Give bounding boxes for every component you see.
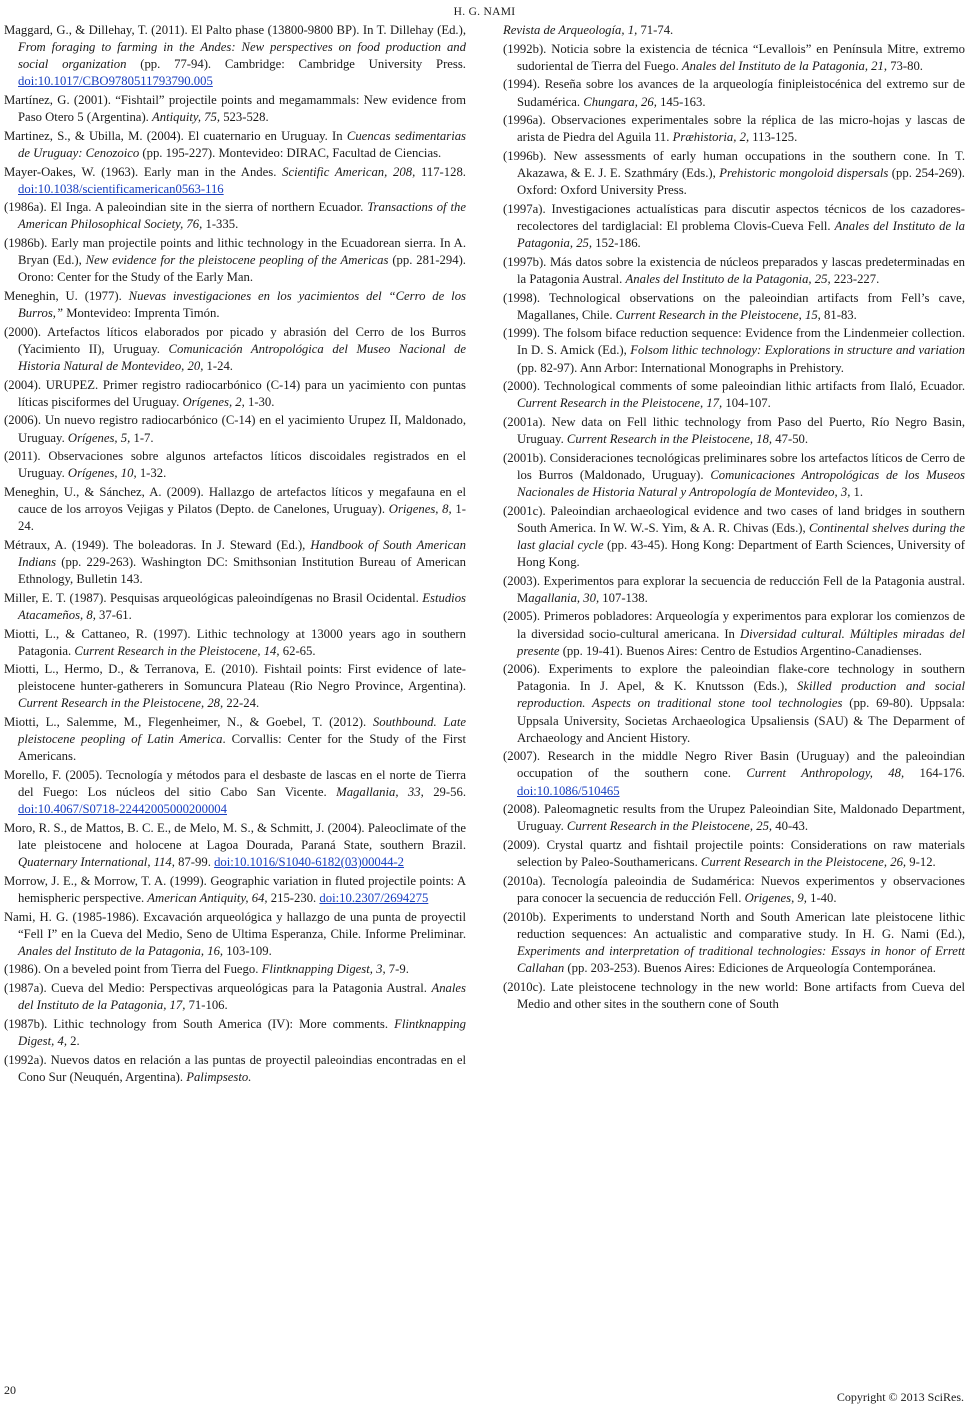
reference-pages: 7-9. <box>385 962 409 977</box>
reference-text: Morello, F. (2005). Tecnología y métodos para el desbaste de lascas en el norte de Tierra del Fuego: Los núcleos del sitio Cabo San Vicente. <box>4 768 466 800</box>
doi-link[interactable]: doi:10.1038/scientificamerican0563-116 <box>18 181 224 196</box>
reference-source-title: Flintknapping Digest, 3, <box>261 962 386 977</box>
reference-text: (1987a). Cueva del Medio: Perspectivas arqueológicas para la Patagonia Austral. <box>4 981 432 996</box>
reference-text: (2009). Crystal quartz and fishtail projectile points: Considerations on raw materials selection by Paleo-Southamericans. <box>503 838 965 870</box>
reference-text: (2007). Research in the middle Negro River Basin (Uruguay) and the paleoindian occupation of the southern cone. <box>503 749 965 781</box>
reference-text: Mayer-Oakes, W. (1963). Early man in the Andes. <box>4 164 283 179</box>
reference-pages: 22-24. <box>223 696 260 711</box>
reference-text: Martínez, G. (2001). “Fishtail” projectile points and megamammals: New evidence from Paso Otero 5 (Argentina). <box>4 92 466 125</box>
reference-entry <box>503 801 965 835</box>
reference-pages: 113-125. <box>749 130 798 145</box>
reference-pages: . Corvallis: Center for the Study of the First Americans. <box>18 732 466 764</box>
reference-pages: 145-163. <box>656 94 706 109</box>
reference-pages: 523-528. <box>220 110 269 125</box>
reference-source-title: agallania, 30, <box>528 590 600 605</box>
reference-pages: 1-24. <box>203 358 233 373</box>
reference-pages: 1. <box>850 484 864 499</box>
reference-text: (2005). Primeros pobladores: Arqueología y experimentos para explorar los comienzos de la diversidad socio-cultural americana. In <box>503 609 965 641</box>
reference-entry <box>503 378 965 412</box>
reference-source-title: Anales del Instituto de la Patagonia, 21, <box>681 58 888 73</box>
doi-link[interactable]: doi:10.4067/S0718-22442005000200004 <box>18 802 227 817</box>
reference-source-title: New evidence for the pleistocene peopling of the Americas <box>85 253 389 268</box>
reference-source-title: Southbound. Late pleistocene peopling of Latin America <box>18 715 466 747</box>
reference-entry <box>4 873 466 907</box>
reference-text: (1986). On a beveled point from Tierra del Fuego. <box>4 962 262 977</box>
reference-source-title: Præhistoria, 2, <box>672 130 750 145</box>
reference-pages: (pp. 69-80). Uppsala: Uppsala University, Societas Archaeologica Upsaliensis (SAU) & The Deparment of Archaeology and Ancient History. <box>517 696 965 745</box>
reference-text: Nami, H. G. (1985-1986). Excavación arqueológica y hallazgo de una punta de proyectil “Fell I” en la Cueva del Medio, Seno de Ultima Esperanza, Chile. Informe Preliminar. <box>4 909 466 941</box>
reference-pages: 1-7. <box>130 430 154 445</box>
doi-link[interactable]: doi:10.2307/2694275 <box>319 890 429 905</box>
reference-source-title: Orígenes, 10, <box>67 466 137 481</box>
reference-source-title: Magallania, 33, <box>336 785 424 800</box>
reference-entry <box>503 748 965 799</box>
reference-text: (2000). Technological comments of some paleoindian lithic artifacts from Ilaló, Ecuador. <box>503 379 965 394</box>
reference-entry <box>4 661 466 712</box>
reference-text: Miotti, L., Hermo, D., & Terranova, E. (2010). Fishtail points: First evidence of late-pleistocene hunter-gatherers in Somuncura Plateau (Rio Negro Province, Argentina). <box>4 662 466 694</box>
reference-pages: 215-230. <box>267 890 320 905</box>
reference-source-title: Skilled production and social reproduction. Aspects on traditional stone tool technologies <box>517 679 965 711</box>
reference-pages: 104-107. <box>722 396 771 411</box>
reference-text: (2001c). Paleoindian archaeological evidence and two cases of land bridges in southern South America. In W. W.-S. Yim, & A. R. Chivas (Eds.), <box>503 503 965 535</box>
reference-text: (1992b). Noticia sobre la existencia de técnica “Levallois” en Península Mitre, extremo sudoriental de Tierra del Fuego. <box>503 41 965 73</box>
reference-pages: (pp. 82-97). Ann Arbor: International Monographs in Prehistory. <box>517 360 844 375</box>
reference-source-title: Anales del Instituto de la Patagonia, 25, <box>625 271 831 286</box>
reference-text: (1996a). Observaciones experimentales sobre la réplica de las micro-hojas y lascas de arista de Piedra del Aguila 11. <box>503 113 965 145</box>
reference-entry <box>4 961 466 978</box>
reference-text: (1999). The folsom biface reduction sequence: Evidence from the Lindenmeier collection. In D. S. Amick (Ed.), <box>503 326 965 358</box>
reference-pages: (pp. 254-269). Oxford: Oxford University Press. <box>517 166 965 198</box>
reference-entry <box>503 112 965 146</box>
reference-source-title: Current Research in the Pleistocene, 15, <box>615 307 821 322</box>
reference-pages: (pp. 281-294). Orono: Center for the Study of the Early Man. <box>18 253 466 285</box>
reference-source-title: Prehistoric mongoloid dispersals <box>719 166 889 181</box>
reference-entry <box>503 325 965 376</box>
reference-source-title: Current Research in the Pleistocene, 18, <box>566 432 773 447</box>
reference-text: (1992a). Nuevos datos en relación a las puntas de proyectil paleoindias encontradas en el Cono Sur (Neuquén, Argentina). <box>4 1052 466 1084</box>
reference-source-title: Scientific American, 208, <box>282 164 416 179</box>
reference-pages: 107-138. <box>599 590 648 605</box>
reference-source-title: Anales del Instituto de la Patagonia, 25, <box>517 219 965 251</box>
reference-entry <box>4 484 466 535</box>
reference-source-title: Chungara, 26, <box>583 94 657 109</box>
reference-pages: 1-335. <box>202 217 239 232</box>
reference-entry <box>503 661 965 746</box>
reference-text: Miller, E. T. (1987). Pesquisas arqueológicas paleoindígenas no Brasil Ocidental. <box>4 590 423 605</box>
reference-text: Moro, R. S., de Mattos, B. C. E., de Melo, M. S., & Schmitt, J. (2004). Paleoclimate of the late pleistocene and holocene at Lagoa Dourada, Paraná State, southern Brazil. <box>4 820 466 852</box>
reference-pages: 103-109. <box>223 943 272 958</box>
reference-text: (1987b). Lithic technology from South America (IV): More comments. <box>4 1016 395 1031</box>
reference-text: (1986b). Early man projectile points and lithic technology in the Ecuadorean sierra. In A. Bryan (Ed.), <box>4 236 466 268</box>
doi-link[interactable]: doi:10.1016/S1040-6182(03)00044-2 <box>214 855 405 870</box>
reference-entry <box>4 909 466 960</box>
reference-source-title: Origenes, 8, <box>388 502 452 517</box>
reference-text: (2001a). New data on Fell lithic technology from Paso del Puerto, Río Negro Basin, Uruguay. <box>503 415 965 447</box>
reference-text: (2004). URUPEZ. Primer registro radiocarbónico (C-14) para un yacimiento con puntas líticas pisciformes del Uruguay. <box>4 377 466 409</box>
reference-text: (2011). Observaciones sobre algunos artefactos líticos discoidales registrados en el Uruguay. <box>4 449 466 481</box>
reference-pages: 152-186. <box>592 236 641 251</box>
reference-source-title: Current Research in the Pleistocene, 28, <box>18 696 224 711</box>
copyright-notice: Copyright © 2013 SciRes. <box>836 1390 964 1404</box>
reference-entry <box>4 714 466 765</box>
reference-entry <box>503 41 965 75</box>
reference-text: (2010a). Tecnología paleoindia de Sudamérica: Nuevos experimentos y observaciones para conocer la secuencia de reducción Fell. <box>503 873 965 905</box>
reference-pages: (pp. 229-263). Washington DC: Smithsonian Institution Bureau of American Ethnology, Bulletin 143. <box>18 554 466 587</box>
reference-source-title: Current Anthropology, 48, <box>746 766 905 781</box>
reference-entry <box>4 412 466 446</box>
reference-text: (1994). Reseña sobre los avances de la arqueología finipleistocénica del extremo sur de Sudamérica. <box>503 77 965 109</box>
reference-entry <box>4 164 466 198</box>
reference-source-title: Anales del Instituto de la Patagonia, 16, <box>18 943 224 958</box>
reference-entry <box>503 450 965 501</box>
reference-pages: 1-24. <box>18 502 466 534</box>
reference-source-title: Orígenes, 2, <box>182 394 245 409</box>
reference-pages: 47-50. <box>772 432 809 447</box>
reference-source-title: Nuevas investigaciones en los yacimientos del “Cerro de los Burros,” <box>18 288 466 321</box>
reference-entry <box>4 537 466 588</box>
reference-entry <box>4 1016 466 1050</box>
reference-source-title: Current Research in the Pleistocene, 14, <box>74 643 280 658</box>
reference-text: Meneghin, U., & Sánchez, A. (2009). Hallazgo de artefactos líticos y megafauna en el cauce de los arroyos Vejigas y Pilatos (Depto. de Canelones, Uruguay). <box>4 484 466 517</box>
reference-pages: 81-83. <box>820 307 857 322</box>
reference-source-title: Cuencas sedimentarias de Uruguay: Cenozoico <box>18 128 466 160</box>
reference-pages: 73-80. <box>887 58 923 73</box>
reference-pages: 71-74. <box>637 23 674 37</box>
reference-text: Miotti, L., Salemme, M., Flegenheimer, N., & Goebel, T. (2012). <box>4 715 373 730</box>
reference-text: Métraux, A. (1949). The boleadoras. In J. Steward (Ed.), <box>4 537 311 552</box>
page-number: 20 <box>4 1383 16 1397</box>
reference-entry <box>503 873 965 907</box>
reference-pages: 62-65. <box>279 643 316 658</box>
reference-entry <box>4 128 466 162</box>
reference-entry <box>4 626 466 660</box>
reference-pages: 2. <box>67 1034 80 1048</box>
reference-pages: 1-32. <box>136 466 167 481</box>
reference-source-title: Current Research in the Pleistocene, 25, <box>566 819 773 834</box>
reference-text: (1997a). Investigaciones actualísticas para discutir aspectos técnicos de los cazadores-recolectores del tardiglacial: El problema Clovis-Cueva Fell. <box>503 201 965 233</box>
reference-pages: (pp. 195-227). Montevideo: DIRAC, Facultad de Ciencias. <box>139 145 442 160</box>
reference-source-title: Quaternary International, 114, <box>18 855 175 870</box>
reference-pages: 71-106. <box>185 998 228 1013</box>
reference-pages: Montevideo: Imprenta Timón. <box>63 306 220 321</box>
reference-source-title: Current Research in the Pleistocene, 26, <box>700 855 907 870</box>
reference-source-title: Folsom lithic technology: Explorations in structure and variation <box>630 343 965 358</box>
reference-text: (1996b). New assessments of early human occupations in the southern cone. In T. Akazawa, & E. J. E. Szathmáry (Eds.), <box>503 149 965 181</box>
reference-pages: 1-30. <box>244 394 275 409</box>
reference-source-title: Comunicaciones Antropológicas de los Museos Nacionales de Historia Natural y Antropología de Montevideo, 3, <box>517 467 965 499</box>
reference-entry <box>503 573 965 607</box>
reference-text: (2010c). Late pleistocene technology in the new world: Bone artifacts from Cueva del Medio and other sites in the southern cone of South <box>503 979 965 1011</box>
reference-entry <box>503 414 965 448</box>
reference-source-title: American Antiquity, 64, <box>147 890 268 905</box>
reference-entry <box>4 980 466 1014</box>
reference-entry <box>4 590 466 624</box>
doi-link[interactable]: doi:10.1086/510465 <box>517 783 620 798</box>
reference-source-title: Continental shelves during the last glacial cycle <box>517 520 965 552</box>
reference-pages: 87-99. <box>174 855 215 870</box>
reference-source-title: Transactions of the American Philosophical Society, 76, <box>18 200 466 232</box>
reference-text: Maggard, G., & Dillehay, T. (2011). El Palto phase (13800-9800 BP). In T. Dillehay (Ed.), <box>4 23 466 37</box>
reference-source-title: Current Research in the Pleistocene, 17, <box>517 396 723 411</box>
reference-entry <box>4 288 466 322</box>
reference-text: Miotti, L., & Cattaneo, R. (1997). Lithic technology at 13000 years ago in southern Patagonia. <box>4 626 466 658</box>
reference-source-title: Orígenes, 5, <box>67 430 131 445</box>
reference-text: (2000). Artefactos líticos elaborados por picado y abrasión del Cerro de los Burros (Yacimiento II), Uruguay. <box>4 324 466 356</box>
reference-entry <box>503 76 965 110</box>
reference-source-title: Experiments and interpretation of traditional technologies: Essays in honor of Errett Callahan <box>517 943 965 975</box>
reference-entry <box>4 767 466 818</box>
reference-text: (1986a). El Inga. A paleoindian site in the sierra of northern Ecuador. <box>4 200 368 215</box>
reference-pages: (pp. 203-253). Buenos Aires: Ediciones de Arqueología Contemporánea. <box>564 960 936 975</box>
reference-entry <box>4 199 466 233</box>
reference-entry <box>4 324 466 375</box>
reference-entry <box>503 979 965 1013</box>
reference-source-title: Flintknapping Digest, 4, <box>18 1016 466 1048</box>
reference-pages: 223-227. <box>830 271 880 286</box>
reference-entry <box>4 377 466 411</box>
references-right-column <box>503 22 965 1014</box>
reference-source-title: Revista de Arqueología, 1, <box>503 23 638 37</box>
reference-entry <box>503 503 965 571</box>
reference-text: (1998). Technological observations on the paleoindian artifacts from Fell’s cave, Magallanes, Chile. <box>503 290 965 322</box>
reference-text: Morrow, J. E., & Morrow, T. A. (1999). Geographic variation in fluted projectile points: A hemispheric perspective. <box>4 873 466 905</box>
references-left-column <box>4 22 466 1087</box>
reference-entry <box>503 909 965 977</box>
reference-pages: 29-56. <box>423 785 466 800</box>
reference-entry <box>503 22 965 39</box>
reference-text: (1997b). Más datos sobre la existencia de núcleos preparados y lascas predeterminadas en la Patagonia Austral. <box>503 254 965 286</box>
reference-text: (2003). Experimentos para explorar la secuencia de reducción Fell de la Patagonia austral. M <box>503 573 965 605</box>
reference-entry <box>4 22 466 90</box>
reference-entry <box>4 235 466 286</box>
reference-entry <box>4 92 466 126</box>
reference-text: (2001b). Consideraciones tecnológicas preliminares sobre los artefactos líticos de Cerro de los Burros (Maldonado, Uruguay). <box>503 450 965 482</box>
reference-pages: 40-43. <box>772 819 809 834</box>
reference-pages: 117-128. <box>415 164 466 179</box>
reference-pages: 164-176. <box>904 766 965 781</box>
reference-source-title: Handbook of South American Indians <box>18 537 466 569</box>
reference-entry <box>503 254 965 288</box>
reference-entry <box>503 290 965 324</box>
reference-entry <box>503 148 965 199</box>
reference-source-title: Estudios Atacameños, 8, <box>18 590 466 622</box>
doi-link[interactable]: doi:10.1017/CBO9780511793790.005 <box>18 74 213 89</box>
reference-entry <box>503 837 965 871</box>
reference-text: Meneghin, U. (1977). <box>4 288 129 303</box>
reference-text: (2008). Paleomagnetic results from the Urupez Paleoindian Site, Maldonado Department, Uruguay. <box>503 802 965 834</box>
running-header: H. G. NAMI <box>453 6 516 18</box>
reference-text: (2010b). Experiments to understand North and South American late pleistocene lithic reduction sequences: An actualistic and comparative study. In H. G. Nami (Ed.), <box>503 909 965 941</box>
reference-pages: (pp. 43-45). Hong Kong: Department of Earth Sciences, University of Hong Kong. <box>517 537 965 569</box>
reference-source-title: Diversidad cultural. Múltiples miradas del presente <box>517 626 965 658</box>
reference-entry <box>4 820 466 871</box>
reference-source-title: From foraging to farming in the Andes: New perspectives on food production and social organization <box>18 40 466 72</box>
reference-source-title: Comunicación Antropológica del Museo Nacional de Historia Natural de Montevideo, 20, <box>18 341 466 373</box>
reference-entry <box>503 608 965 659</box>
reference-entry <box>503 201 965 252</box>
reference-source-title: Antiquity, 75, <box>152 110 221 125</box>
reference-pages: (pp. 19-41). Buenos Aires: Centro de Estudios Argentino-Canadienses. <box>559 643 922 658</box>
reference-pages: 1-40. <box>806 890 837 905</box>
reference-source-title: Origenes, 9, <box>744 890 807 905</box>
reference-pages: 9-12. <box>906 855 936 870</box>
reference-text: (2006). Un nuevo registro radiocarbónico (C-14) en el yacimiento Urupez II, Maldonado, Uruguay. <box>4 413 466 445</box>
reference-text: Martinez, S., & Ubilla, M. (2004). El cuaternario en Uruguay. In <box>4 128 347 143</box>
reference-entry <box>4 1052 466 1086</box>
reference-source-title: Palimpsesto. <box>186 1069 252 1084</box>
reference-pages: 37-61. <box>95 607 132 622</box>
reference-entry <box>4 448 466 482</box>
reference-pages: (pp. 77-94). Cambridge: Cambridge University Press. <box>126 57 466 72</box>
reference-text: (2006). Experiments to explore the paleoindian flake-core technology in southern Patagonia. In J. Apel, & K. Knutsson (Eds.), <box>503 662 965 694</box>
reference-source-title: Anales del Instituto de la Patagonia, 17, <box>18 981 466 1013</box>
